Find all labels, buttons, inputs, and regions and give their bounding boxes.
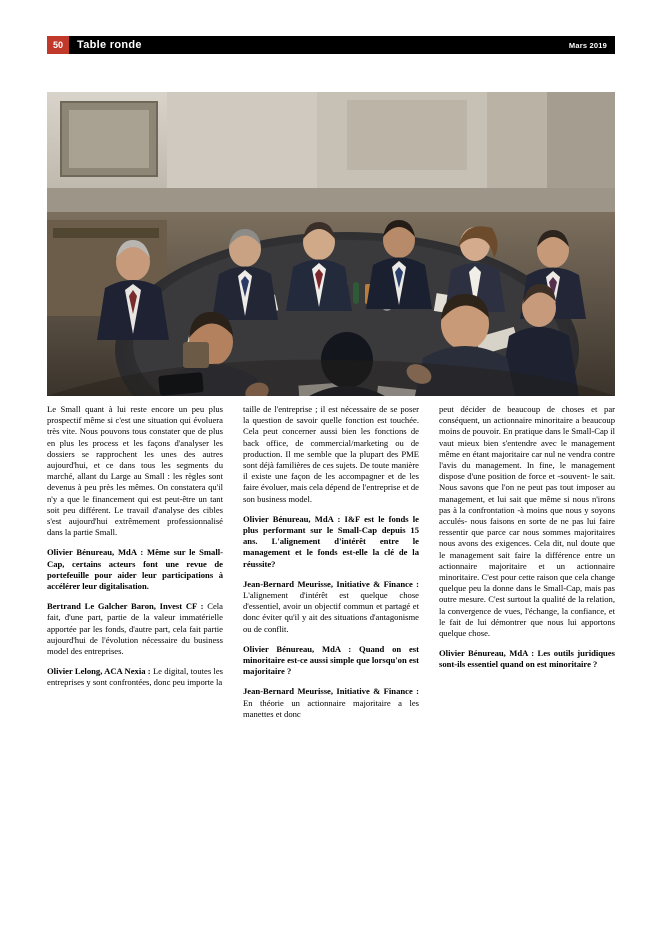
speaker-name: Jean-Bernard Meurisse, Initiative & Finance :	[243, 578, 419, 589]
paragraph: peut décider de beaucoup de choses et par conséquent, un actionnaire minoritaire a beaucoup moins de pouvoir. En pratique dans le Small-Cap il vaut mieux bien s'entendre avec le management même en étant majoritaire car nul ne vendra contre l'avis du management. In fine, le management dispose d'une position de force et -souvent- le sait. Nous savons que l'on ne peut pas tout imposer au management, et lui sait que même si nous n'irons pas à la confrontation -à moins que nous y soyons acculés- nous faisons en sorte de ne pas lui faire ressentir que parce car nous sommes majoritaires nous avons des exigences. Cela dit, nul doute que le management sait faire la différence entre un actionnaire majoritaire et un actionnaire minoritaire. C'est pour cette raison que cela change quelque peu la donne dans le Small-Cap, mais pas outre mesure. C'est surtout la qualité de la relation, la convergence de vues, l'échange, la confiance, et le fait de lui démontrer que nous lui apportons quelque chose.	[439, 404, 615, 639]
section-title: Table ronde	[77, 39, 142, 51]
paragraph-text: En théorie un actionnaire majoritaire a les manettes et donc	[243, 697, 419, 719]
paragraph	[243, 579, 419, 635]
speaker-name: Jean-Bernard Meurisse, Initiative & Finance :	[243, 686, 419, 697]
speaker-name: Bertrand Le Galcher Baron, Invest CF :	[47, 601, 208, 612]
column-1	[47, 404, 223, 698]
paragraph-text: Le digital, toutes les entreprises y sont confrontées, donc peu importe la	[47, 666, 223, 688]
question-paragraph: Olivier Bénureau, MdA : Les outils juridiques sont-ils essentiel quand on est minoritaire ?	[439, 648, 615, 670]
question-paragraph: Olivier Bénureau, MdA : Quand on est minoritaire est-ce aussi simple que lorsqu'on est majoritaire ?	[243, 643, 419, 677]
paragraph: taille de l'entreprise ; il est nécessaire de se poser la question de savoir quelle fonction est touchée. Cela peut concerner aussi bien les fonctions de back office, de commercial/marketing ou de production. Il me semble que la plupart des PME sont déjà familières de ces sujets. De toute manière il existe une façon de les accompagner et de les faire évoluer, mais cela dépend de l'entreprise et de son business model.	[243, 404, 419, 504]
paragraph-text: L'alignement d'intérêt est quelque chose d'essentiel, avoir un objectif commun et partagé et donc éviter qu'il y ait des situations d'antagonisme ou de conflit.	[243, 590, 419, 634]
paragraph	[243, 686, 419, 720]
paragraph: Le Small quant à lui reste encore un peu plus prospectif même si c'est une situation qui évoluera très vite. Nous pouvons tous constater que de plus en plus les process et les façons d'analyser les dossiers se rapprochent les unes des autres aujourd'hui, et ce dans tous les segments du marché, allant du Large au Small : les règles sont devenus à peu près les mêmes. On constatera qu'il n'y a que le financement qui est peut-être un tant soit peu différent. Le travail d'analyse des cibles s'est aujourd'hui extrêmement professionnalisé dans la partie Small.	[47, 404, 223, 538]
paragraph	[47, 601, 223, 657]
question-paragraph: Olivier Bénureau, MdA : I&F est le fonds le plus performant sur le Small-Cap depuis 15 ans. L'alignement d'intérêt entre le management et le fonds est-elle la clé de la réussite?	[243, 513, 419, 569]
round-table-photo	[47, 92, 615, 396]
page-number-badge: 50	[47, 36, 69, 54]
column-3	[439, 404, 615, 680]
issue-date: Mars 2019	[568, 40, 607, 50]
header-bar	[69, 36, 615, 54]
paragraph	[47, 666, 223, 688]
question-paragraph: Olivier Bénureau, MdA : Même sur le Small-Cap, certains acteurs font une revue de portefeuille pour aider leur participations à accélérer leur digitalisation.	[47, 547, 223, 592]
photo-illustration	[47, 92, 615, 396]
speaker-name: Olivier Lelong, ACA Nexia :	[47, 666, 153, 677]
paragraph-text: Cela fait, d'une part, partie de la valeur immatérielle apportée par les fonds, d'autre part, cela fait partie aujourd'hui de l'évolution nécessaire du business model des entreprises.	[47, 601, 223, 657]
article-body	[47, 404, 615, 904]
page-header	[47, 36, 615, 54]
column-2	[243, 404, 419, 729]
